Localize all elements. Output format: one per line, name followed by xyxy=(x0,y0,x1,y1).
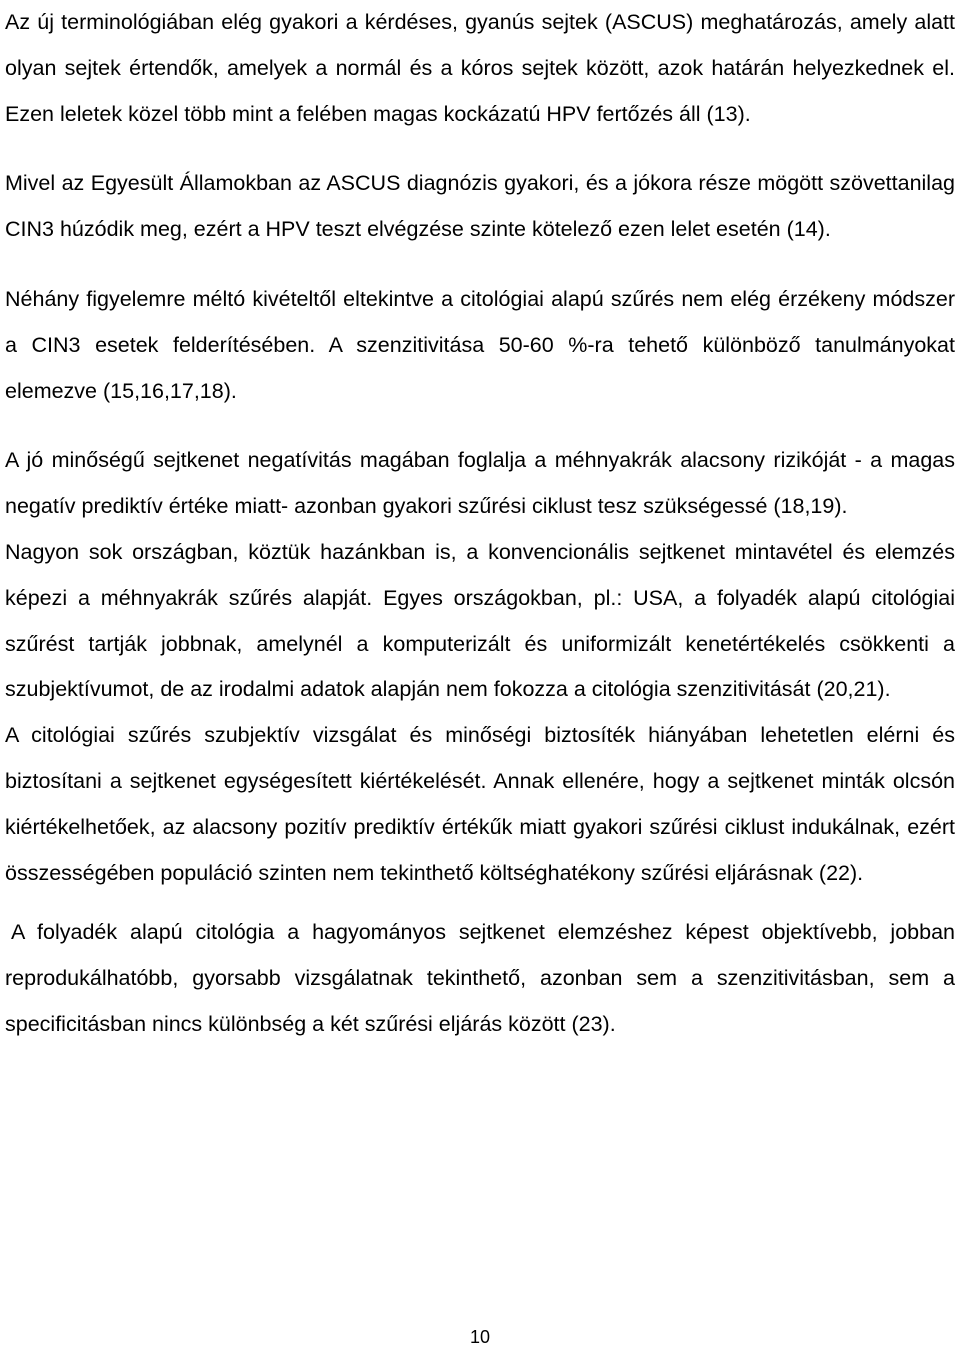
page-number: 10 xyxy=(469,1327,491,1347)
paragraph-negative-smear: A jó minőségű sejtkenet negatívitás magában foglalja a méhnyakrák alacsony rizikóját - a magas negatív prediktív értéke miatt- azonban gyakori szűrési ciklust tesz szükségessé (18,19). xyxy=(5,448,955,519)
paragraph-cytology-sensitivity: Néhány figyelemre méltó kivételtől eltekintve a citológiai alapú szűrés nem elég érzékeny módszer a CIN3 esetek felderítésében. A szenzitivitása 50-60 %-ra tehető különböző tanulmányokat elemezve (15,16,17,18). xyxy=(5,286,955,403)
paragraph-ascus-terminology: Az új terminológiában elég gyakori a kérdéses, gyanús sejtek (ASCUS) meghatározás, amely alatt olyan sejtek értendők, amelyek a normál és a kóros sejtek között, azok határán helyezkednek el. Ezen leletek közel több mint a felében magas kockázatú HPV fertőzés áll (13). xyxy=(5,10,955,126)
paragraph-liquid-based-cytology: A folyadék alapú citológia a hagyományos sejtkenet elemzéshez képest objektívebb, jobban reprodukálhatóbb, gyorsabb vizsgálatnak tekinthető, azonban sem a szenzitivitásban, sem a specificitásban nincs különbség a két szűrési eljárás között (23). xyxy=(5,920,955,1036)
paragraph-conventional-smear: Nagyon sok országban, köztük hazánkban is, a konvencionális sejtkenet mintavétel és elemzés képezi a méhnyakrák szűrés alapját. Egyes országokban, pl.: USA, a folyadék alapú citológiai szűrést tartják jobbnak, amelynél a komputerizált és uniformizált kenetértékelés csökkenti a szubjektívumot, de az irodalmi adatok alapján nem fokozza a citológia szenzitivitását (20,21). xyxy=(5,539,955,702)
body-text xyxy=(5,0,955,1048)
paragraph-ascus-usa: Mivel az Egyesült Államokban az ASCUS diagnózis gyakori, és a jókora része mögött szövettanilag CIN3 húzódik meg, ezért a HPV teszt elvégzése szinte kötelező ezen lelet esetén (14). xyxy=(5,171,955,242)
paragraph-subjective-screening: A citológiai szűrés szubjektív vizsgálat és minőségi biztosíték hiányában lehetetlen elérni és biztosítani a sejtkenet egységesített kiértékelését. Annak ellenére, hogy a sejtkenet minták olcsón kiértékelhetőek, az alacsony pozitív prediktív értékűk miatt gyakori szűrési ciklust indukálnak, ezért összességében populáció szinten nem tekinthető költséghatékony szűrési eljárásnak (22). xyxy=(5,723,955,885)
